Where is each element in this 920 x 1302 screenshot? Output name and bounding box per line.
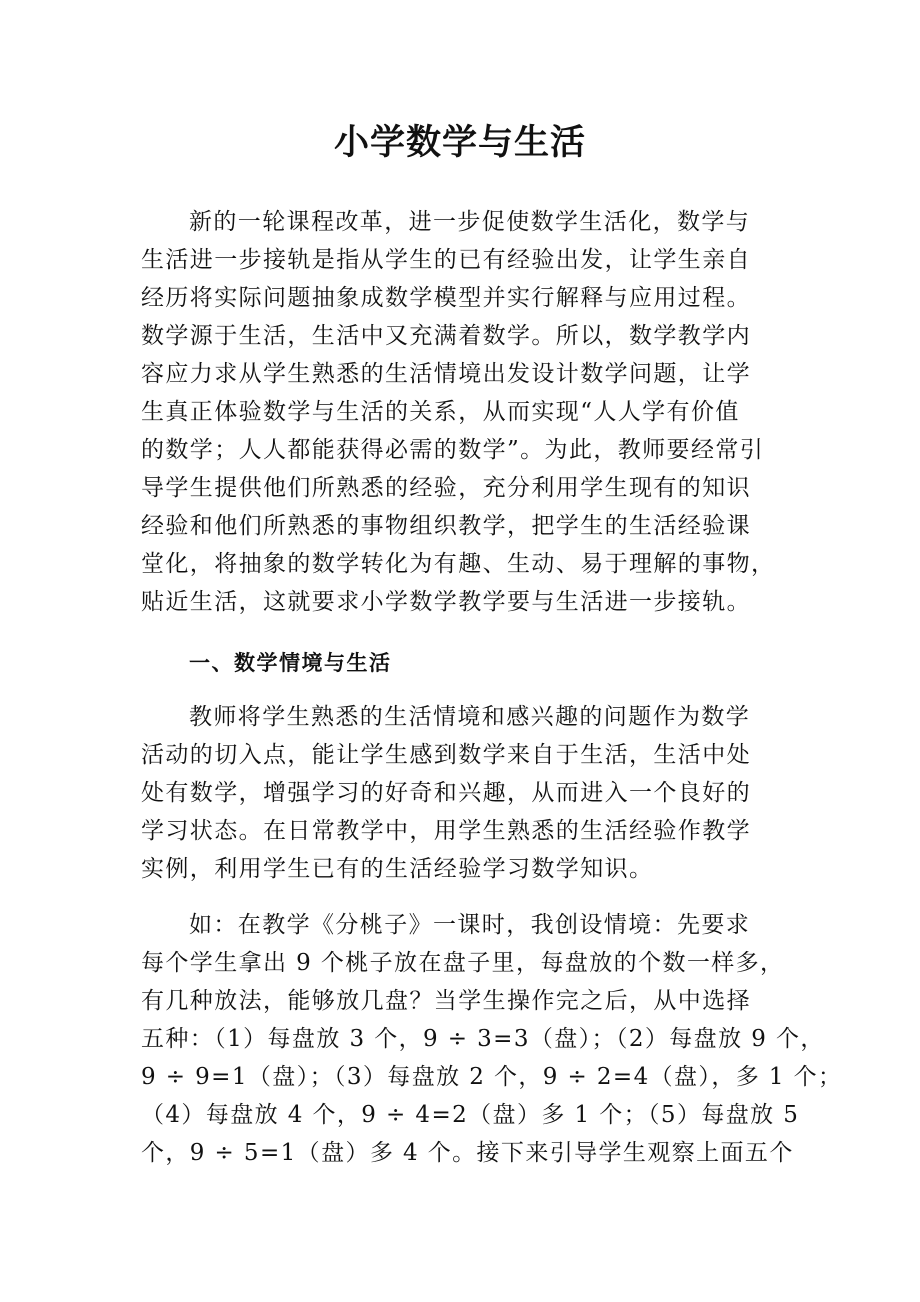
paragraph-3-line: 每个学生拿出 9 个桃子放在盘子里，每盘放的个数一样多， [141,950,785,976]
paragraph-2-line: 学习状态。在日常教学中，用学生熟悉的生活经验作教学 [141,818,751,844]
paragraph-2-line: 活动的切入点，能让学生感到数学来自于生活，生活中处 [141,742,751,768]
paragraph-3-line: 个，9 ÷ 5=1（盘）多 4 个。接下来引导学生观察上面五个 [141,1140,794,1166]
paragraph-3-line: 有几种放法，能够放几盘？当学生操作完之后，从中选择 [141,988,751,1014]
paragraph-1-line: 经验和他们所熟悉的事物组织教学，把学生的生活经验课 [141,513,751,539]
paragraph-1-line: 经历将实际问题抽象成数学模型并实行解释与应用过程。 [141,285,751,311]
paragraph-2-line: 教师将学生熟悉的生活情境和感兴趣的问题作为数学 [189,704,751,730]
paragraph-1-line: 数学源于生活，生活中又充满着数学。所以，数学教学内 [141,323,751,349]
paragraph-1-line: 堂化，将抽象的数学转化为有趣、生动、易于理解的事物， [141,551,776,577]
paragraph-2-line: 实例，利用学生已有的生活经验学习数学知识。 [141,856,654,882]
document-title: 小学数学与生活 [333,122,586,163]
paragraph-3-line: 9 ÷ 9=1（盘）；（3）每盘放 2 个，9 ÷ 2=4（盘），多 1 个； [141,1064,843,1090]
section-heading: 一、数学情境与生活 [189,651,392,675]
paragraph-2-line: 处有数学，增强学习的好奇和兴趣，从而进入一个良好的 [141,780,751,806]
paragraph-1-line: 的数学；人人都能获得必需的数学”。为此，教师要经常引 [141,437,765,463]
paragraph-1-line: 生活进一步接轨是指从学生的已有经验出发，让学生亲自 [141,247,751,273]
paragraph-1-line: 新的一轮课程改革，进一步促使数学生活化，数学与 [189,209,751,235]
paragraph-1-line: 导学生提供他们所熟悉的经验，充分利用学生现有的知识 [141,475,751,501]
paragraph-3-line: 如：在教学《分桃子》一课时，我创设情境：先要求 [189,912,751,938]
paragraph-1-line: 贴近生活，这就要求小学数学教学要与生活进一步接轨。 [141,589,751,615]
paragraph-1-line: 生真正体验数学与生活的关系，从而实现“人人学有价值 [141,399,740,425]
paragraph-3-line: 五种：（1）每盘放 3 个，9 ÷ 3=3（盘）；（2）每盘放 9 个， [141,1026,825,1052]
paragraph-3-line: （4）每盘放 4 个，9 ÷ 4=2（盘）多 1 个；（5）每盘放 5 [141,1102,800,1128]
paragraph-1-line: 容应力求从学生熟悉的生活情境出发设计数学问题，让学 [141,361,751,387]
